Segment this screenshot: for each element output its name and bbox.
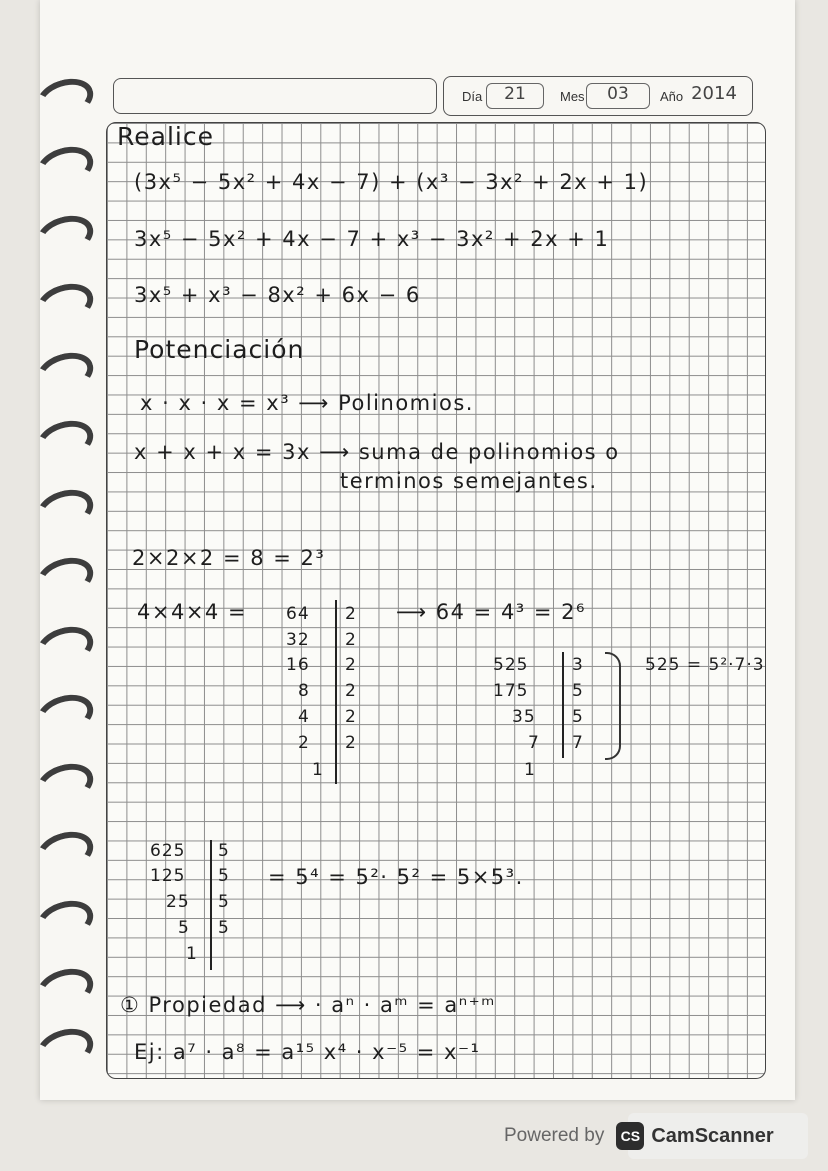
date-box <box>443 76 753 116</box>
div625-dividend: 625 <box>150 841 186 861</box>
line-propiedad: ① Propiedad ⟶ · aⁿ · aᵐ = aⁿ⁺ᵐ <box>120 993 496 1017</box>
div625-dividend: 25 <box>166 892 190 912</box>
division-bar <box>210 840 212 970</box>
line-polinomios: x · x · x = x³ ⟶ Polinomios. <box>140 391 474 415</box>
div525-divisor: 7 <box>572 733 584 753</box>
spiral-ring <box>32 551 99 605</box>
line-4x4x4: 4×4×4 = <box>137 600 248 624</box>
line-625-result: = 5⁴ = 5²· 5² = 5×5³. <box>268 865 524 889</box>
div525-dividend: 175 <box>493 681 529 701</box>
mes-value: 03 <box>586 83 650 109</box>
div525-dividend: 1 <box>524 760 536 780</box>
ano-label: Año <box>660 89 684 104</box>
division-bar <box>562 652 564 758</box>
spiral-ring <box>32 72 99 126</box>
line-525-result: 525 = 5²·7·3 <box>645 655 765 675</box>
div625-divisor: 5 <box>218 918 230 938</box>
line-2x2x2: 2×2×2 = 8 = 2³ <box>132 546 326 570</box>
camscanner-watermark <box>504 1115 804 1157</box>
div64-divisor: 2 <box>345 604 357 624</box>
div625-divisor: 5 <box>218 841 230 861</box>
curly-brace <box>605 652 621 760</box>
div64-dividend: 16 <box>286 655 310 675</box>
div525-divisor: 3 <box>572 655 584 675</box>
powered-by-text: Powered by <box>504 1125 605 1146</box>
expression-3: 3x⁵ + x³ − 8x² + 6x − 6 <box>134 283 421 307</box>
spiral-ring <box>32 757 99 811</box>
spiral-binding <box>36 70 96 1060</box>
div625-dividend: 1 <box>186 944 198 964</box>
line-64-result: ⟶ 64 = 4³ = 2⁶ <box>396 600 586 624</box>
title-realice: Realice <box>117 122 214 151</box>
div64-dividend: 8 <box>298 681 310 701</box>
spiral-ring <box>32 346 99 400</box>
div64-dividend: 2 <box>298 733 310 753</box>
expression-2: 3x⁵ − 5x² + 4x − 7 + x³ − 3x² + 2x + 1 <box>134 227 610 251</box>
div64-dividend: 64 <box>286 604 310 624</box>
spiral-ring <box>32 414 99 468</box>
div64-divisor: 2 <box>345 655 357 675</box>
div64-divisor: 2 <box>345 681 357 701</box>
div525-divisor: 5 <box>572 681 584 701</box>
mes-label: Mes <box>560 89 585 104</box>
line-terminos-semejantes: terminos semejantes. <box>340 469 598 493</box>
div64-dividend: 4 <box>298 707 310 727</box>
div625-dividend: 5 <box>178 918 190 938</box>
div525-dividend: 7 <box>528 733 540 753</box>
spiral-ring <box>32 894 99 948</box>
div64-dividend: 32 <box>286 630 310 650</box>
title-potenciacion: Potenciación <box>134 335 305 364</box>
div64-divisor: 2 <box>345 707 357 727</box>
div525-divisor: 5 <box>572 707 584 727</box>
spiral-ring <box>32 277 99 331</box>
expression-1: (3x⁵ − 5x² + 4x − 7) + (x³ − 3x² + 2x + 1) <box>134 170 649 194</box>
div625-divisor: 5 <box>218 892 230 912</box>
line-ejemplo: Ej: a⁷ · a⁸ = a¹⁵ x⁴ · x⁻⁵ = x⁻¹ <box>134 1040 481 1064</box>
spiral-ring <box>32 620 99 674</box>
camscanner-logo-icon: CS <box>616 1122 644 1150</box>
div64-divisor: 2 <box>345 630 357 650</box>
dia-value: 21 <box>486 83 544 109</box>
ano-value: 2014 <box>691 83 737 104</box>
page-header-box <box>113 78 437 114</box>
div525-dividend: 525 <box>493 655 529 675</box>
spiral-ring <box>32 962 99 1016</box>
dia-label: Día <box>462 89 483 104</box>
spiral-ring <box>32 140 99 194</box>
spiral-ring <box>32 825 99 879</box>
div525-dividend: 35 <box>512 707 536 727</box>
camscanner-brand: CamScanner <box>651 1124 774 1147</box>
division-bar <box>335 600 337 784</box>
spiral-ring <box>32 688 99 742</box>
div64-divisor: 2 <box>345 733 357 753</box>
spiral-ring <box>32 209 99 263</box>
spiral-ring <box>32 483 99 537</box>
line-suma-polinomios: x + x + x = 3x ⟶ suma de polinomios o <box>134 440 620 464</box>
div625-divisor: 5 <box>218 866 230 886</box>
div64-dividend: 1 <box>312 760 324 780</box>
div625-dividend: 125 <box>150 866 186 886</box>
